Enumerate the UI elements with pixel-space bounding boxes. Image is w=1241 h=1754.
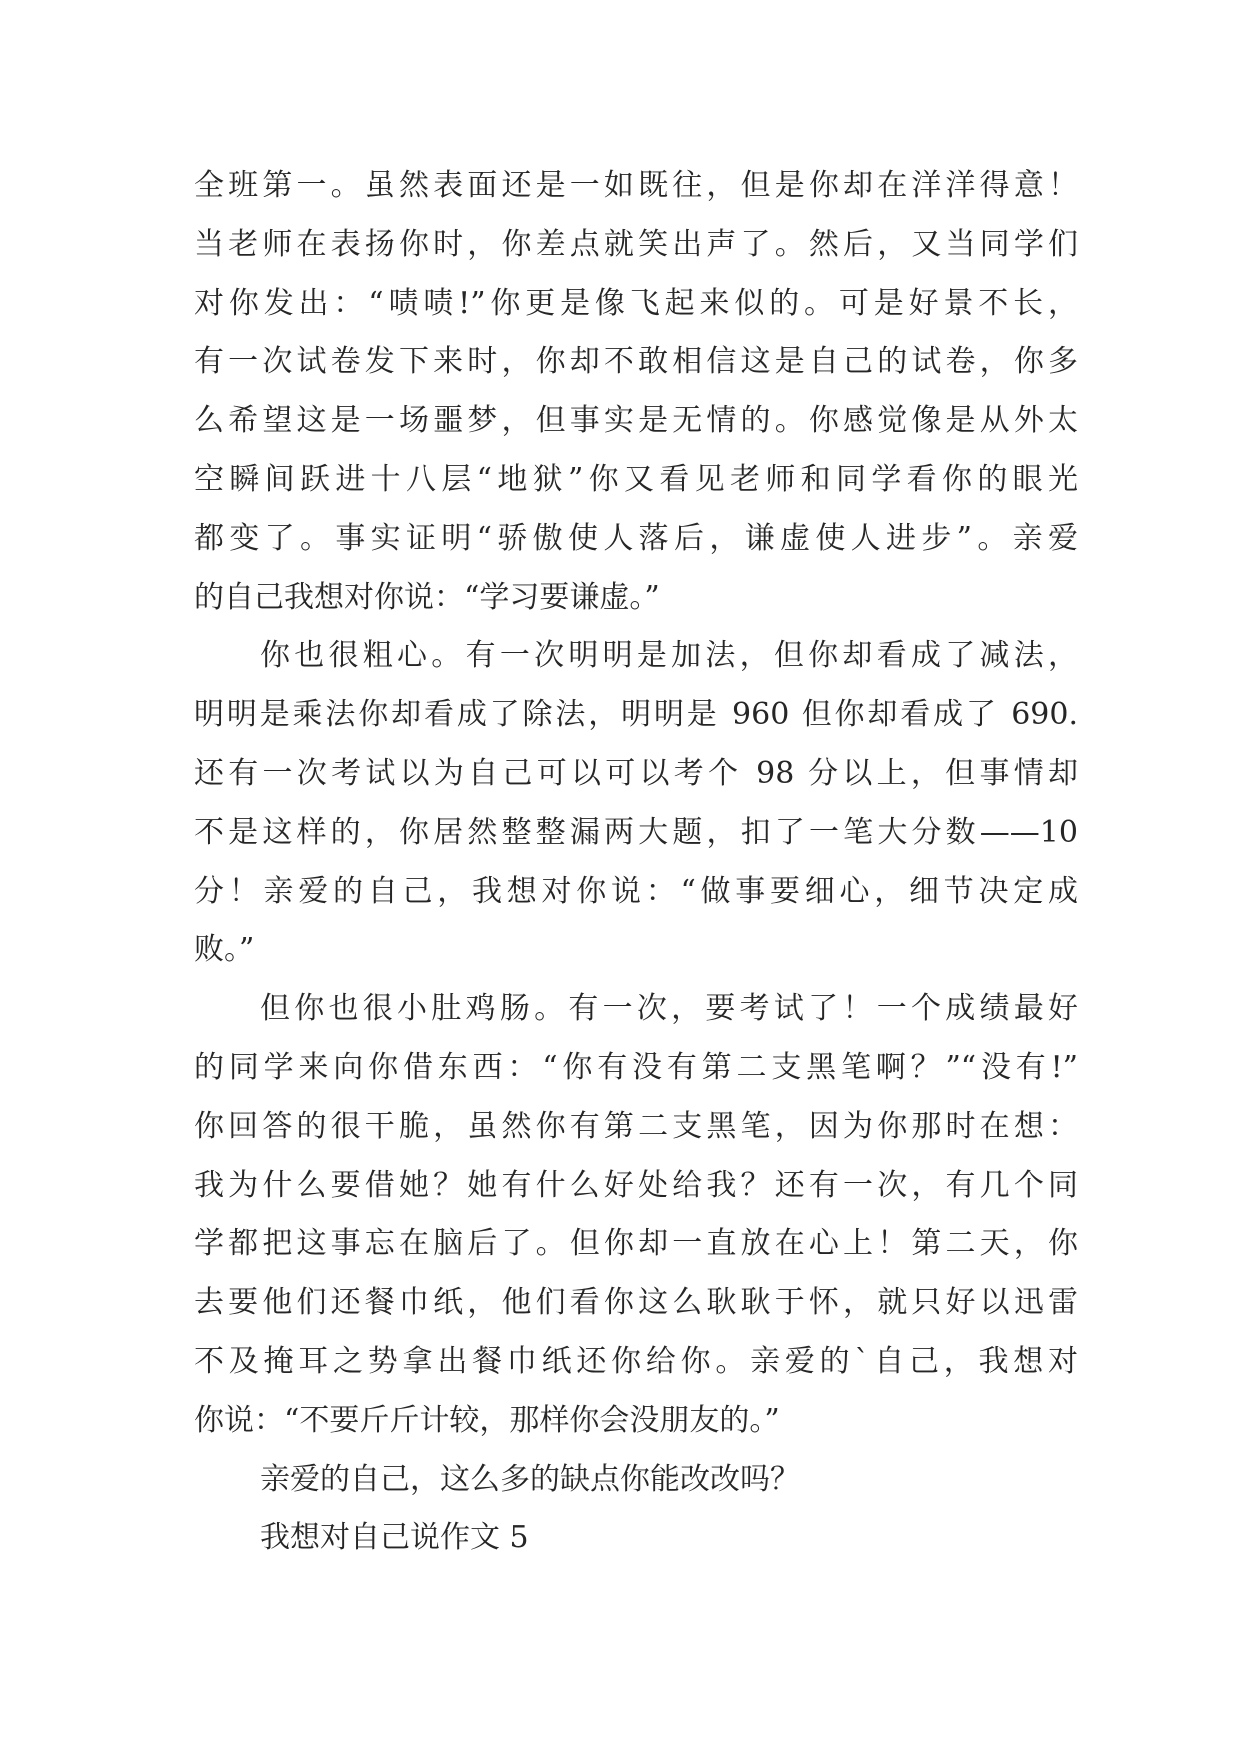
- text-line: 还有一次考试以为自己可以可以考个 98 分以上，但事情却: [194, 755, 1078, 791]
- text-line: 你也很粗心。有一次明明是加法，但你却看成了减法，: [260, 638, 1078, 674]
- paragraph-2: [194, 627, 1078, 980]
- text-line: 你说：“不要斤斤计较，那样你会没朋友的。”: [194, 1402, 780, 1438]
- text-line: 有一次试卷发下来时，你却不敢相信这是自己的试卷，你多: [194, 344, 1078, 380]
- text-line: 明明是乘法你却看成了除法，明明是 960 但你却看成了 690.: [194, 697, 1078, 733]
- text-line: 的自己我想对你说：“学习要谦虚。”: [194, 579, 660, 615]
- paragraph-4: [194, 1451, 1078, 1510]
- text-line: 去要他们还餐巾纸，他们看你这么耿耿于怀，就只好以迅雷: [194, 1285, 1078, 1321]
- document-body: [194, 157, 1078, 1568]
- text-line: 么希望这是一场噩梦，但事实是无情的。你感觉像是从外太: [194, 403, 1078, 439]
- text-line: 你回答的很干脆，虽然你有第二支黑笔，因为你那时在想：: [194, 1108, 1078, 1144]
- text-line: 全班第一。虽然表面还是一如既往，但是你却在洋洋得意！: [194, 168, 1078, 203]
- text-line: 分！亲爱的自己，我想对你说：“做事要细心，细节决定成: [194, 873, 1078, 909]
- text-line: 学都把这事忘在脑后了。但你却一直放在心上！第二天，你: [194, 1226, 1078, 1262]
- text-line: 的同学来向你借东西：“你有没有第二支黑笔啊？”“没有!”: [194, 1049, 1078, 1085]
- text-line: 对你发出：“啧啧!”你更是像飞起来似的。可是好景不长，: [194, 285, 1078, 321]
- paragraph-1: [194, 157, 1078, 627]
- text-line: 当老师在表扬你时，你差点就笑出声了。然后，又当同学们: [194, 226, 1078, 262]
- text-line: 空瞬间跃进十八层“地狱”你又看见老师和同学看你的眼光: [194, 461, 1078, 497]
- text-line: 不及掩耳之势拿出餐巾纸还你给你。亲爱的`自己，我想对: [194, 1343, 1078, 1379]
- text-line: 我为什么要借她？她有什么好处给我？还有一次，有几个同: [194, 1167, 1078, 1203]
- text-line: 亲爱的自己，这么多的缺点你能改改吗？: [260, 1461, 800, 1497]
- text-line: 败。”: [194, 932, 255, 968]
- text-line: 但你也很小肚鸡肠。有一次，要考试了！一个成绩最好: [260, 991, 1078, 1027]
- text-line: 都变了。事实证明“骄傲使人落后，谦虚使人进步”。亲爱: [194, 520, 1078, 556]
- heading-line: 我想对自己说作文 5: [260, 1520, 529, 1556]
- paragraph-3: [194, 980, 1078, 1450]
- section-heading: [194, 1509, 1078, 1568]
- text-line: 不是这样的，你居然整整漏两大题，扣了一笔大分数——10: [194, 814, 1078, 850]
